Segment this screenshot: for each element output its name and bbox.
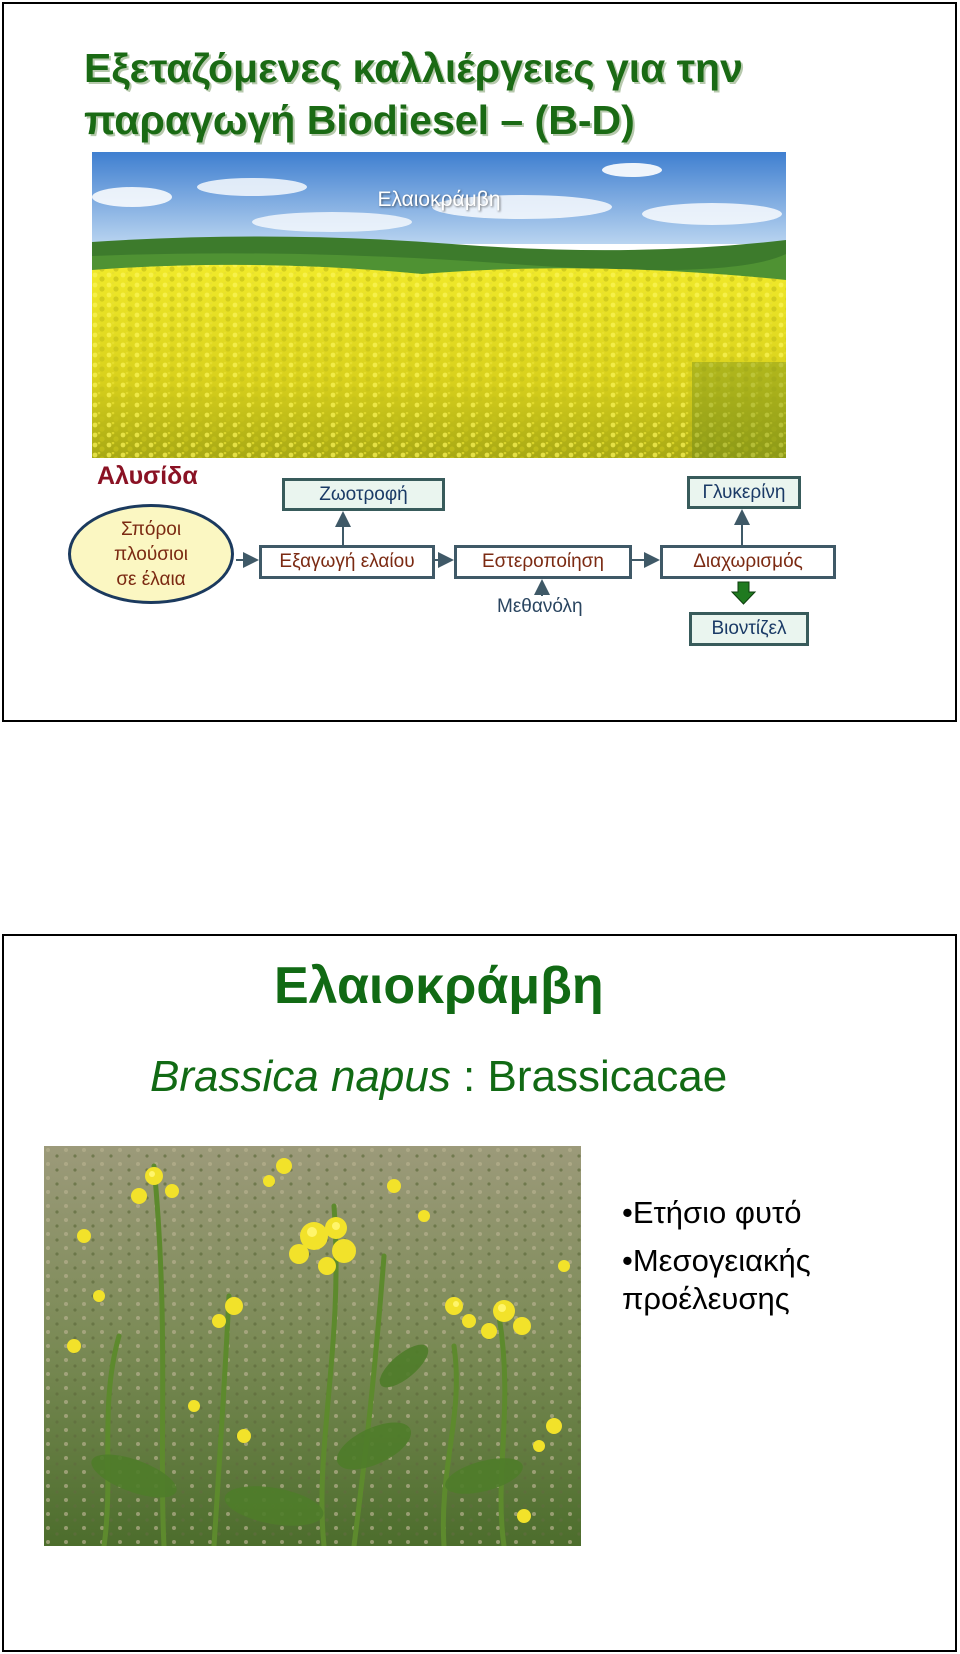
separation-box: Διαχωρισμός [660,545,836,579]
bullet-item: •Μεσογειακής προέλευσης [622,1243,811,1316]
bullet-item: •Ετήσιο φυτό [622,1195,802,1230]
esterification-box: Εστεροποίηση [454,545,632,579]
bullet-list [622,1194,922,1328]
seeds-line-1: Σπόροι [120,518,182,540]
title-line-2: παραγωγή Biodiesel – (B-D) [84,97,635,143]
slide-biodiesel-crops [2,2,957,722]
seeds-line-2: πλούσιοι [113,543,188,565]
seeds-line-3: σε έλαια [116,568,186,590]
extraction-box: Εξαγωγή ελαίου [259,545,435,579]
slide-title: Ελαιοκράμβη [274,957,604,1015]
species-italic: Brassica napus [150,1052,451,1101]
down-arrow-icon [732,582,755,604]
title-line-1: Εξεταζόμενες καλλιέργειες για την [84,45,743,91]
slide-rapeseed [2,934,957,1652]
methanol-label: Μεθανόλη [497,596,583,617]
photo-caption: Ελαιοκράμβη [377,188,501,211]
plant-illustration [44,1146,581,1546]
feed-box: Ζωοτροφή [282,478,445,511]
species-name [150,1052,727,1102]
glycerin-box: Γλυκερίνη [687,476,801,509]
rapeseed-plant-photo [44,1146,581,1546]
flow-arrows [4,4,959,724]
biodiesel-box: Βιοντίζελ [689,612,809,646]
chain-label: Αλυσίδα [97,462,198,490]
family-name: : Brassicacae [450,1052,728,1101]
